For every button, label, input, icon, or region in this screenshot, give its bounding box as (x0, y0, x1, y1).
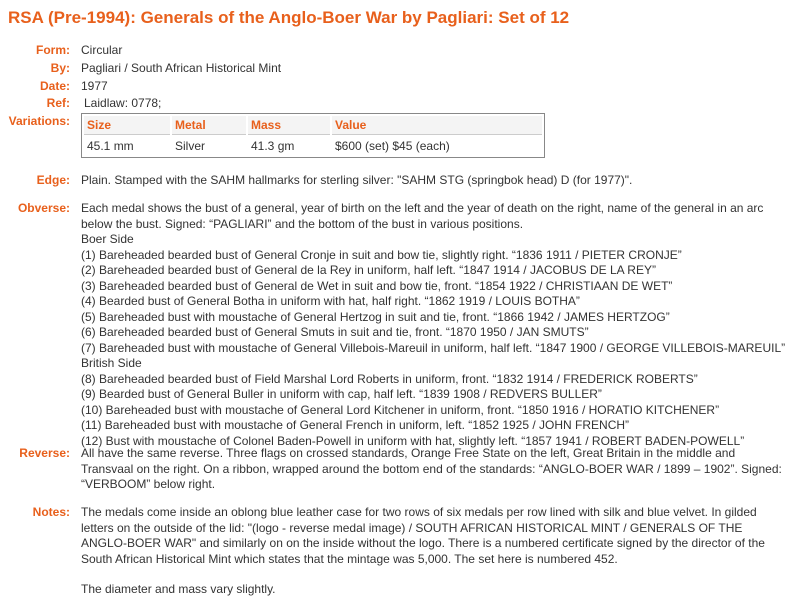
notes-line: letters on the outside of the lid: "(logo - reverse medal image) / SOUTH AFRICAN HISTORICAL MINT / GENERALS OF THE (81, 520, 743, 535)
edge-value: Plain. Stamped with the SAHM hallmarks for sterling silver: "SAHM STG (springbok head) D (for 1977)". (81, 173, 633, 187)
obverse-text (81, 201, 793, 449)
obverse-line: (6) Bareheaded bearded bust of General Smuts in suit and tie, front. “1870 1950 / JAN SMUTS” (81, 325, 589, 339)
notes-line: The diameter and mass vary slightly. (81, 582, 276, 596)
notes-text (81, 505, 793, 598)
obverse-line: (1) Bareheaded bearded bust of General Cronje in suit and bow tie, slightly right. “1836 1911 / PIETER CRONJE” (81, 247, 682, 262)
notes-line: ANGLO-BOER WAR" and similarly on on the inside without the logo. There is a numbered certificate signed by the director of the (81, 536, 765, 550)
obverse-line: below the bust. Signed: “PAGLIARI” and the bottom of the bust in various positions. (81, 216, 524, 231)
reverse-line: “VERBOOM” below right. (81, 477, 216, 491)
obverse-line: (12) Bust with moustache of Colonel Baden-Powell in uniform with hat, slightly left. “1857 1941 / ROBERT BADEN-POWELL” (81, 433, 745, 448)
date-label: Date: (39, 79, 70, 93)
variation-mass: 41.3 gm (251, 139, 295, 153)
form-label: Form: (36, 43, 70, 57)
reverse-text (81, 446, 793, 493)
variations-header-row (84, 116, 542, 135)
obverse-line: (5) Bareheaded bust with moustache of General Hertzog in suit and tie, front. “1866 1942 / JAMES HERTZOG” (81, 309, 670, 324)
page-title: RSA (Pre-1994): Generals of the Anglo-Boer War by Pagliari: Set of 12 (8, 8, 570, 27)
variation-metal: Silver (175, 139, 206, 153)
ref-value: Laidlaw: 0778; (84, 96, 162, 110)
obverse-line: (2) Bareheaded bearded bust of General de la Rey in uniform, half left. “1847 1914 / JACOBUS DE LA REY” (81, 263, 656, 277)
notes-line: The medals come inside an oblong blue leather case for two rows of six medals per row lined with silk and blue velvet. In gilded (81, 505, 757, 519)
obverse-label: Obverse: (17, 201, 70, 215)
obverse-line: (11) Bareheaded bust with moustache of General French in uniform, left. “1852 1925 / JOHN FRENCH” (81, 418, 630, 432)
reverse-line: All have the same reverse. Three flags on crossed standards, Orange Free State on the left, Great Britain in the middle and (81, 446, 736, 460)
form-value: Circular (81, 43, 123, 57)
variations-table (81, 113, 545, 158)
ref-label: Ref: (46, 96, 70, 110)
obverse-section-heading: Boer Side (81, 232, 134, 246)
reverse-label: Reverse: (19, 446, 70, 460)
obverse-line: (10) Bareheaded bust with moustache of General Lord Kitchener in uniform, front. “1850 1916 / HORATIO KITCHENER” (81, 402, 720, 417)
obverse-line: (9) Bearded bust of General Buller in uniform with cap, half left. “1839 1908 / REDVERS BULLER” (81, 387, 602, 401)
notes-label: Notes: (32, 505, 70, 519)
variations-header-size: Size (84, 116, 170, 135)
obverse-line: (3) Bareheaded bearded bust of General de Wet in suit and bow tie, front. “1854 1922 / CHRISTIAAN DE WET” (81, 278, 673, 293)
notes-line: South African Historical Mint which states that the mintage was 5,000. The set here is numbered 452. (81, 551, 618, 566)
variations-header-mass: Mass (248, 116, 330, 135)
obverse-line: Each medal shows the bust of a general, year of birth on the left and the year of death on the right, name of the general in an arc (81, 201, 764, 215)
table-row (84, 137, 542, 155)
variation-size: 45.1 mm (87, 139, 134, 153)
by-label: By: (50, 61, 70, 75)
variations-header-value: Value (332, 116, 542, 135)
by-value: Pagliari / South African Historical Mint (81, 61, 282, 75)
variations-header-metal: Metal (172, 116, 246, 135)
obverse-section-heading: British Side (81, 356, 142, 370)
edge-label: Edge: (36, 173, 70, 187)
obverse-line: (7) Bareheaded bust with moustache of General Villebois-Mareuil in uniform, half left. “1847 1900 / GEORGE VILLEBOIS-MAREUIL” (81, 340, 786, 355)
date-value: 1977 (81, 79, 108, 93)
reverse-line: Transvaal on the right. On a ribbon, wrapped around the bottom end of the standards: “ANGLO-BOER WAR / 1899 – 1902”. Signed: (81, 461, 782, 476)
obverse-line: (8) Bareheaded bearded bust of Field Marshal Lord Roberts in uniform, front. “1832 1914 / FREDERICK ROBERTS” (81, 371, 698, 386)
variation-value: $600 (set) $45 (each) (335, 139, 450, 153)
variations-label: Variations: (8, 114, 70, 128)
obverse-line: (4) Bearded bust of General Botha in uniform with hat, half right. “1862 1919 / LOUIS BOTHA” (81, 294, 580, 308)
